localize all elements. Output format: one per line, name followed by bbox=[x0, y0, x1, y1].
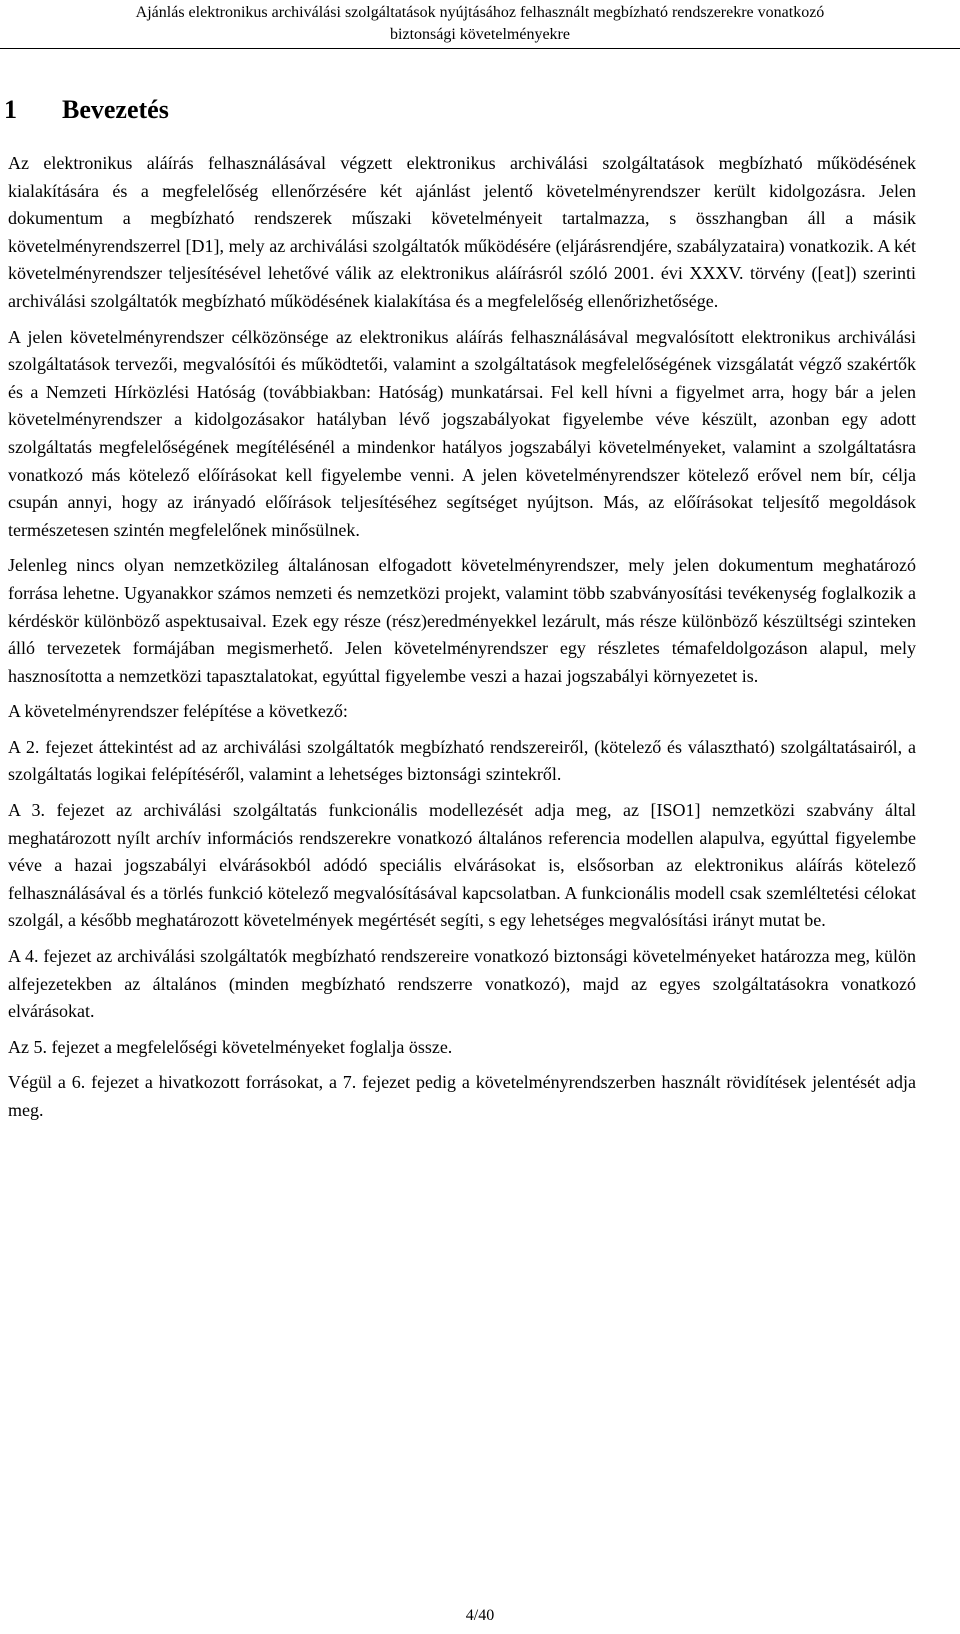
paragraph: Az 5. fejezet a megfelelőségi követelményeket foglalja össze. bbox=[8, 1036, 453, 1057]
section-heading bbox=[4, 92, 169, 128]
body-text bbox=[8, 150, 916, 1133]
section-title: Bevezetés bbox=[62, 95, 169, 124]
paragraph: Végül a 6. fejezet a hivatkozott forrásokat, a 7. fejezet pedig a követelményrendszerben használt rövidítések jelentését adja meg. bbox=[8, 1072, 916, 1120]
paragraph: Az elektronikus aláírás felhasználásával végzett elektronikus archiválási szolgáltatások megbízható működésének kialakítására és a megfelelőség ellenőrzésére két ajánlást jelentő követelményrendszer került kidolgozásra. Jelen dokumentum a megbízható rendszerek műszaki követelményeit tartalmazza, s összhangban áll a másik követelményrendszerrel [D1], mely az archiválási szolgáltatók működésére (eljárásrendjére, szabályzataira) vonatkozik. A két követelményrendszer teljesítésével lehetővé válik az elektronikus aláírásról szóló 2001. évi XXXV. törvény ([eat]) szerinti archiválási szolgáltatók megbízható működésének kialakítása és a megfelelőség ellenőrizhetősége. bbox=[8, 153, 916, 311]
paragraph: A 2. fejezet áttekintést ad az archiválási szolgáltatók megbízható rendszereiről, (kötelező és választható) szolgáltatásairól, a szolgáltatás logikai felépítéséről, valamint a lehetséges biztonsági szintekről. bbox=[8, 736, 916, 785]
running-header-line-1: Ajánlás elektronikus archiválási szolgáltatások nyújtásához felhasznált megbízható rendszerekre vonatkozó bbox=[135, 4, 825, 21]
paragraph: A 4. fejezet az archiválási szolgáltatók megbízható rendszereire vonatkozó biztonsági követelményeket határozza meg, külön alfejezetekben az általános (minden megbízható rendszerre vonatkozó), majd az egyes szolgáltatásokra vonatkozó elvárásokat. bbox=[8, 946, 916, 1022]
paragraph: A követelményrendszer felépítése a következő: bbox=[8, 701, 348, 722]
section-number: 1 bbox=[4, 95, 17, 124]
paragraph: A jelen követelményrendszer célközönsége az elektronikus aláírás felhasználásával megvalósított elektronikus archiválási szolgáltatások tervezői, megvalósítói és működtetői, valamint a szolgáltatások megfelelőségének vizsgálatát végző szakértők és a Nemzeti Hírközlési Hatóság (továbbiakban: Hatóság) munkatársai. Fel kell hívni a figyelmet arra, hogy bár a jelen követelményrendszer a kidolgozásakor hatályban lévő jogszabályokat figyelembe véve készült, azonban egy adott szolgáltatás megfelelőségének megítélésénél a mindenkor hatályos jogszabályi követelményeket, valamint a szolgáltatásra vonatkozó más kötelező előírásokat kell figyelembe venni. A jelen követelményrendszer kötelező erővel nem bír, célja csupán annyi, hogy az irányadó előírások teljesítéséhez segítséget nyújtson. Más, az előírásokat teljesítő megoldások természetesen szintén megfelelőnek minősülnek. bbox=[8, 326, 916, 540]
running-header bbox=[0, 2, 960, 46]
paragraph: A 3. fejezet az archiválási szolgáltatás funkcionális modellezését adja meg, az [ISO1] nemzetközi szabvány által meghatározott nyílt archív információs rendszerekre vonatkozó általános referencia modellen alapulva, egyúttal figyelembe véve a hazai jogszabályi elvárásokból adódó speciális elvárásokat is, elsősorban az elektronikus aláírás kötelező felhasználásával és a törlés funkció kötelező megvalósításával kapcsolatban. A funkcionális modell csak szemléltetési célokat szolgál, a később meghatározott követelmények megértését segíti, s egy lehetséges megvalósítási irányt mutat be. bbox=[8, 800, 916, 931]
page-number: 4/40 bbox=[465, 1607, 495, 1624]
header-divider bbox=[0, 48, 960, 49]
paragraph: Jelenleg nincs olyan nemzetközileg általánosan elfogadott követelményrendszer, mely jelen dokumentum meghatározó forrása lehetne. Ugyanakkor számos nemzeti és nemzetközi projekt, valamint több szabványosítási tevékenység foglalkozik a kérdéskör különböző aspektusaival. Ezek egy része (rész)eredményekkel lezárult, más része különböző készültségi szinteken álló tervezetek formájában megismerhető. Jelen követelményrendszer egy részletes témafeldolgozáson alapul, mely hasznosította a nemzetközi tapasztalatokat, egyúttal figyelembe veszi a hazai jogszabályi környezetet is. bbox=[8, 555, 916, 686]
running-header-line-2: biztonsági követelményekre bbox=[390, 26, 570, 43]
